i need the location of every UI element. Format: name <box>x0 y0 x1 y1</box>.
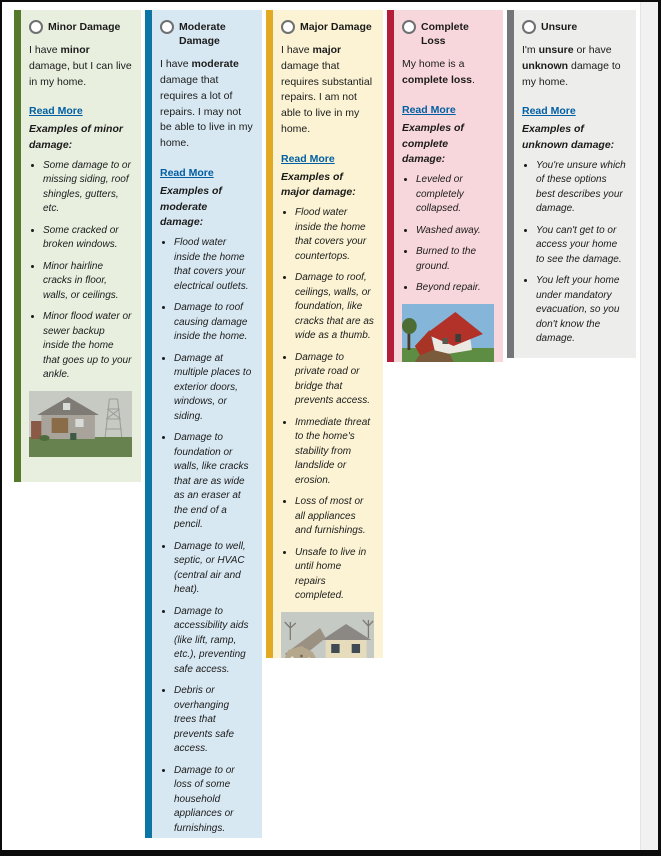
damage-options-row <box>14 10 636 838</box>
example-item: • Some damage to or missing siding, roof shingles, gutters, etc. <box>43 159 132 217</box>
option-header <box>402 20 494 48</box>
example-item: • Loss of most or all appliances and furnishings. <box>295 495 374 539</box>
example-item: • Damage to accessibility aids (like lift, ramp, etc.), preventing safe access. <box>174 605 253 678</box>
option-header <box>160 20 253 48</box>
unsure-read-more-link[interactable]: Read More <box>522 105 576 118</box>
moderate-damage-read-more-link[interactable]: Read More <box>160 166 214 179</box>
complete-loss-radio-button[interactable] <box>402 20 416 34</box>
option-header <box>522 20 627 34</box>
complete-loss-description: My home is a complete loss. <box>402 58 475 87</box>
complete-loss-examples-heading: Examples of complete damage: <box>402 121 464 166</box>
moderate-damage-title[interactable]: Moderate Damage <box>179 21 226 48</box>
example-item: • Damage to private road or bridge that prevents access. <box>295 351 374 409</box>
option-card-complete-loss <box>387 10 503 362</box>
unsure-examples-heading: Examples of unknown damage: <box>522 123 615 152</box>
example-item: • Damage at multiple places to exterior doors, windows, or siding. <box>174 352 253 425</box>
example-item: • Flood water inside the home that covers your electrical outlets. <box>174 236 253 294</box>
complete-loss-title[interactable]: Complete Loss <box>421 21 469 48</box>
example-item: • Washed away. <box>416 224 494 239</box>
option-card-moderate-damage <box>145 10 262 838</box>
example-item: • Minor hairline cracks in floor, walls, or ceilings. <box>43 260 132 304</box>
option-card-major-damage <box>266 10 383 658</box>
example-item: • Immediate threat to the home's stability from landslide or erosion. <box>295 416 374 489</box>
complete-loss-read-more-link[interactable]: Read More <box>402 103 456 116</box>
option-card-minor-damage <box>14 10 141 482</box>
example-item: • Minor flood water or sewer backup inside the home that goes up to your ankle. <box>43 310 132 383</box>
minor-damage-examples-heading: Examples of minor damage: <box>29 123 123 152</box>
major-damage-description: I have major damage that requires substantial repairs. I am not able to live in my home. <box>281 44 373 135</box>
minor-damage-examples-list <box>29 159 132 383</box>
scrollbar-track[interactable] <box>640 2 658 850</box>
example-item: • Beyond repair. <box>416 281 494 296</box>
example-item: • Some cracked or broken windows. <box>43 224 132 253</box>
major-damage-read-more-link[interactable]: Read More <box>281 152 335 165</box>
major-damage-radio-button[interactable] <box>281 20 295 34</box>
unsure-examples-list <box>522 159 627 347</box>
example-item: • You can't get to or access your home to see the damage. <box>536 224 627 268</box>
option-card-unsure <box>507 10 636 358</box>
complete-loss-photo <box>402 304 494 362</box>
minor-damage-description: I have minor damage, but I can live in my home. <box>29 44 132 88</box>
example-item: • Debris or overhanging trees that prevents safe access. <box>174 684 253 757</box>
example-item: • Flood water inside the home that covers your countertops. <box>295 206 374 264</box>
moderate-damage-examples-list <box>160 236 253 836</box>
unsure-title[interactable]: Unsure <box>541 21 578 33</box>
example-item: • Leveled or completely collapsed. <box>416 173 494 217</box>
example-item: • Damage to roof, ceilings, walls, or foundation, like cracks that are as wide as a thumb. <box>295 271 374 344</box>
option-header <box>281 20 374 34</box>
example-item: • You left your home under mandatory evacuation, so you don't know the damage. <box>536 274 627 347</box>
minor-damage-photo <box>29 391 132 457</box>
unsure-radio-button[interactable] <box>522 20 536 34</box>
moderate-damage-description: I have moderate damage that requires a lot of repairs. I may not be able to live in my home. <box>160 58 253 150</box>
major-damage-title[interactable]: Major Damage <box>300 21 372 33</box>
major-damage-examples-list <box>281 206 374 604</box>
minor-damage-read-more-link[interactable]: Read More <box>29 105 83 118</box>
unsure-description: I'm unsure or have unknown damage to my home. <box>522 44 621 88</box>
example-item: • Damage to well, septic, or HVAC (central air and heat). <box>174 540 253 598</box>
example-item: • You're unsure which of these options best describes your damage. <box>536 159 627 217</box>
major-damage-examples-heading: Examples of major damage: <box>281 170 356 199</box>
example-item: • Burned to the ground. <box>416 245 494 274</box>
minor-damage-title[interactable]: Minor Damage <box>48 21 121 33</box>
example-item: • Unsafe to live in until home repairs completed. <box>295 546 374 604</box>
complete-loss-examples-list <box>402 173 494 296</box>
option-header <box>29 20 132 34</box>
moderate-damage-radio-button[interactable] <box>160 20 174 34</box>
minor-damage-radio-button[interactable] <box>29 20 43 34</box>
example-item: • Damage to foundation or walls, like cracks that are as wide as an eraser at the end of a pencil. <box>174 431 253 533</box>
example-item: • Damage to roof causing damage inside the home. <box>174 301 253 345</box>
moderate-damage-examples-heading: Examples of moderate damage: <box>160 184 222 229</box>
example-item: • Damage to or loss of some household appliances or furnishings. <box>174 764 253 837</box>
major-damage-photo <box>281 612 374 658</box>
